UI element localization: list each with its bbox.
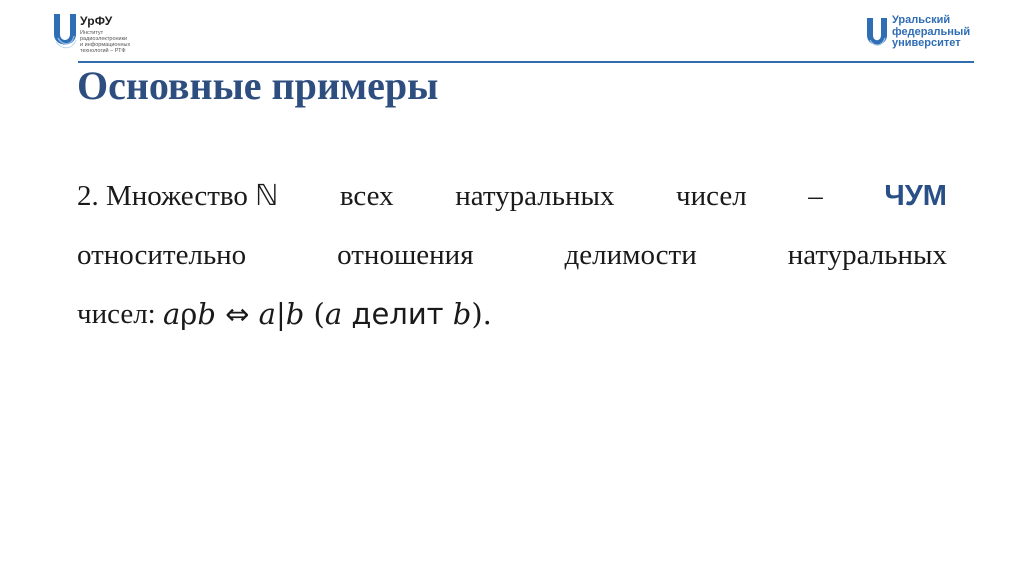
university-emblem-icon [866,17,888,51]
body-line-1 [77,167,947,226]
body-word: – [808,180,823,212]
institute-line: и информационных [80,42,131,48]
body-word: относительно [77,239,247,271]
body-word: делит [342,297,453,331]
body-word: натуральных [787,239,947,271]
math-paren: ( [304,297,325,331]
university-name-line: Уральский [892,14,951,26]
slide-title: Основные примеры [77,63,439,108]
ural-federal-university-logo [866,15,996,55]
poset-abbreviation: ЧУМ [884,180,947,212]
urfu-emblem-icon [52,12,78,52]
body-word: чисел [676,180,747,212]
math-relation: ρ [180,297,198,331]
divides-symbol: | [275,297,286,331]
math-var: a [258,297,276,331]
university-name-line: федеральный [892,25,971,38]
institute-name [80,30,190,54]
math-var: b [452,297,472,331]
body-word: отношения [337,239,474,271]
university-name [892,15,970,50]
body-word: чисел: [77,298,163,330]
body-word: делимости [564,239,697,271]
math-var: b [197,297,216,331]
math-paren: ). [471,297,492,331]
body-word: 2. Множество ℕ [77,180,279,212]
slide-body [77,167,947,344]
institute-line: Институт [80,30,104,36]
body-line-3 [77,285,947,344]
math-var: b [285,297,305,331]
urfu-institute-logo [52,12,152,56]
math-var: a [162,297,181,331]
university-name-line: университет [892,37,961,49]
body-word: натуральных [455,180,615,212]
institute-line: радиоэлектроники [80,36,128,42]
math-var: a [324,297,343,331]
body-word: всех [339,180,394,212]
institute-line: технологий – РТФ [80,48,126,54]
body-line-2 [77,226,947,285]
urfu-brand-text: УрФУ [80,14,113,28]
iff-symbol: ⇔ [215,297,259,331]
